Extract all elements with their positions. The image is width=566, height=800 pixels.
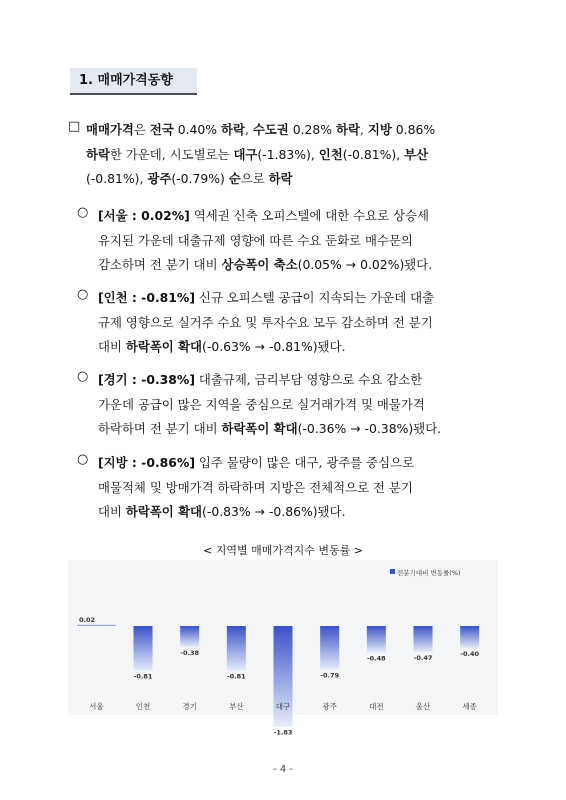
data-label: 0.02 bbox=[79, 615, 96, 624]
text-segment: 0.28% bbox=[288, 122, 337, 137]
bullet-paragraph bbox=[98, 286, 434, 360]
bold-text: 광주 bbox=[147, 171, 172, 186]
text-segment: 가운데 공급이 많은 지역을 중심으로 실거래가격 및 매물가격 bbox=[98, 396, 425, 412]
bullet-line bbox=[98, 286, 434, 311]
bold-text: 지방 bbox=[367, 122, 392, 137]
bold-text: [경기 : -0.38%] bbox=[98, 372, 195, 387]
category-label: 대구 bbox=[275, 702, 291, 711]
category-label: 부산 bbox=[229, 702, 244, 711]
bold-text: 순 bbox=[228, 171, 241, 186]
category-label: 인천 bbox=[135, 702, 151, 711]
section-title: 1. 매매가격동향 bbox=[70, 68, 197, 95]
regional-price-change-chart bbox=[68, 560, 498, 737]
bar-서울 bbox=[77, 625, 116, 626]
text-segment: 은 bbox=[133, 122, 150, 137]
text-segment: 0.40% bbox=[173, 122, 222, 137]
bar-대구 bbox=[274, 626, 293, 727]
circle-bullet-icon: ○ bbox=[77, 287, 89, 302]
text-segment: , bbox=[359, 122, 368, 137]
bullet-line bbox=[98, 393, 441, 418]
bar-광주 bbox=[320, 626, 339, 669]
category-label: 대전 bbox=[369, 702, 384, 711]
text-segment: 매물적체 및 방매가격 하락하며 지방은 전체적으로 전 분기 bbox=[98, 479, 413, 495]
text-segment: (-0.79%) bbox=[171, 171, 229, 186]
bar-세종 bbox=[460, 626, 479, 648]
category-label: 경기 bbox=[182, 702, 197, 711]
category-label: 광주 bbox=[322, 702, 337, 711]
bold-text: 하락 bbox=[336, 122, 360, 137]
bold-text: 매매가격 bbox=[86, 122, 134, 137]
bold-text: 하락폭이 확대 bbox=[125, 504, 203, 519]
text-segment: (-0.81%), bbox=[86, 171, 148, 186]
bold-text: 하락 bbox=[86, 146, 110, 162]
text-segment: 감소하며 전 분기 대비 bbox=[98, 257, 222, 272]
text-segment: 신규 오피스텔 공급이 지속되는 가운데 대출 bbox=[194, 290, 435, 305]
bold-text: 인천 bbox=[318, 146, 343, 162]
text-segment: (-0.83% → -0.86%) bbox=[202, 504, 318, 519]
bullet-line bbox=[98, 451, 414, 476]
bullet-paragraph bbox=[98, 368, 441, 442]
data-label: -0.48 bbox=[366, 654, 386, 663]
data-label: -0.79 bbox=[320, 671, 340, 680]
bold-text: 하락폭이 확대 bbox=[221, 421, 298, 436]
bold-text: [서울 : 0.02%] bbox=[98, 208, 190, 223]
checkbox-bullet-icon: □ bbox=[68, 119, 81, 134]
bold-text: 대구 bbox=[233, 146, 258, 162]
text-segment: , bbox=[244, 122, 253, 137]
bold-text: 수도권 bbox=[252, 122, 289, 137]
category-label: 서울 bbox=[89, 702, 104, 711]
bold-text: 하락 bbox=[268, 171, 293, 186]
chart-title: < 지역별 매매가격지수 변동률 > bbox=[203, 544, 363, 557]
text-segment: 대비 bbox=[98, 339, 126, 354]
bullet-line bbox=[98, 500, 414, 525]
text-segment: (-0.63% → -0.81%) bbox=[202, 339, 318, 354]
bullet-line bbox=[98, 476, 414, 501]
text-segment: (-0.36% → -0.38%) bbox=[297, 421, 414, 436]
bold-text: 상승폭이 축소 bbox=[221, 257, 298, 272]
legend-label: 전분기대비 변동률(%) bbox=[397, 569, 461, 577]
text-segment: 0.86% bbox=[391, 122, 436, 137]
bullet-line bbox=[98, 229, 432, 254]
bullet-line bbox=[98, 253, 432, 278]
text-segment: (0.05% → 0.02%) bbox=[297, 257, 405, 272]
text-segment: 유지된 가운데 대출규제 영향에 따른 수요 둔화로 매수문의 bbox=[98, 232, 413, 248]
data-label: -0.38 bbox=[180, 648, 200, 657]
bullet-paragraph bbox=[98, 204, 432, 278]
text-segment: 됐다. bbox=[404, 257, 433, 272]
summary-line bbox=[86, 167, 435, 192]
category-label: 세종 bbox=[462, 702, 477, 711]
circle-bullet-icon: ○ bbox=[77, 452, 89, 467]
bold-text: 하락폭이 확대 bbox=[125, 339, 203, 354]
text-segment: 역세권 신축 오피스텔에 대한 수요로 상승세 bbox=[189, 208, 429, 223]
bar-인천 bbox=[134, 626, 153, 671]
summary-line bbox=[86, 118, 435, 143]
bold-text: 하락 bbox=[221, 122, 245, 137]
bullet-line bbox=[98, 368, 441, 393]
text-segment: 으로 bbox=[240, 171, 269, 186]
circle-bullet-icon: ○ bbox=[77, 369, 89, 384]
text-segment: 됐다. bbox=[413, 421, 442, 436]
summary-line bbox=[86, 143, 435, 168]
bullet-paragraph bbox=[98, 451, 414, 525]
bar-경기 bbox=[180, 626, 199, 647]
data-label: -1.83 bbox=[273, 728, 293, 737]
text-segment: 대비 bbox=[98, 504, 126, 519]
bar-울산 bbox=[414, 626, 433, 652]
text-segment: 한 가운데, 시도별로는 bbox=[109, 146, 234, 162]
data-label: -0.47 bbox=[413, 653, 433, 662]
text-segment: 하락하며 전 분기 대비 bbox=[98, 421, 222, 436]
text-segment: 규제 영향으로 실거주 수요 및 투자수요 모두 감소하며 전 분기 bbox=[98, 314, 433, 330]
bullet-line bbox=[98, 204, 432, 229]
circle-bullet-icon: ○ bbox=[77, 205, 89, 220]
bullet-line bbox=[98, 417, 441, 442]
bold-text: 전국 bbox=[149, 122, 174, 137]
bold-text: [지방 : -0.86%] bbox=[98, 455, 195, 470]
bar-대전 bbox=[367, 626, 386, 652]
data-label: -0.40 bbox=[460, 650, 480, 658]
bullet-line bbox=[98, 335, 434, 360]
data-label: -0.81 bbox=[133, 672, 153, 681]
text-segment: (-0.81%), bbox=[342, 146, 405, 162]
page-number: - 4 - bbox=[273, 764, 293, 775]
text-segment: 됐다. bbox=[317, 504, 346, 519]
text-segment: (-1.83%), bbox=[257, 146, 319, 162]
text-segment: 됐다. bbox=[317, 339, 346, 354]
bullet-line bbox=[98, 311, 434, 336]
text-segment: 입주 물량이 많은 대구, 광주를 중심으로 bbox=[194, 455, 415, 470]
bold-text: [인천 : -0.81%] bbox=[98, 290, 195, 305]
bold-text: 부산 bbox=[404, 146, 429, 162]
legend-swatch bbox=[390, 569, 395, 574]
bar-부산 bbox=[227, 626, 246, 671]
category-label: 울산 bbox=[415, 702, 431, 711]
data-label: -0.81 bbox=[226, 672, 246, 681]
text-segment: 대출규제, 금리부담 영향으로 수요 감소한 bbox=[194, 372, 423, 387]
